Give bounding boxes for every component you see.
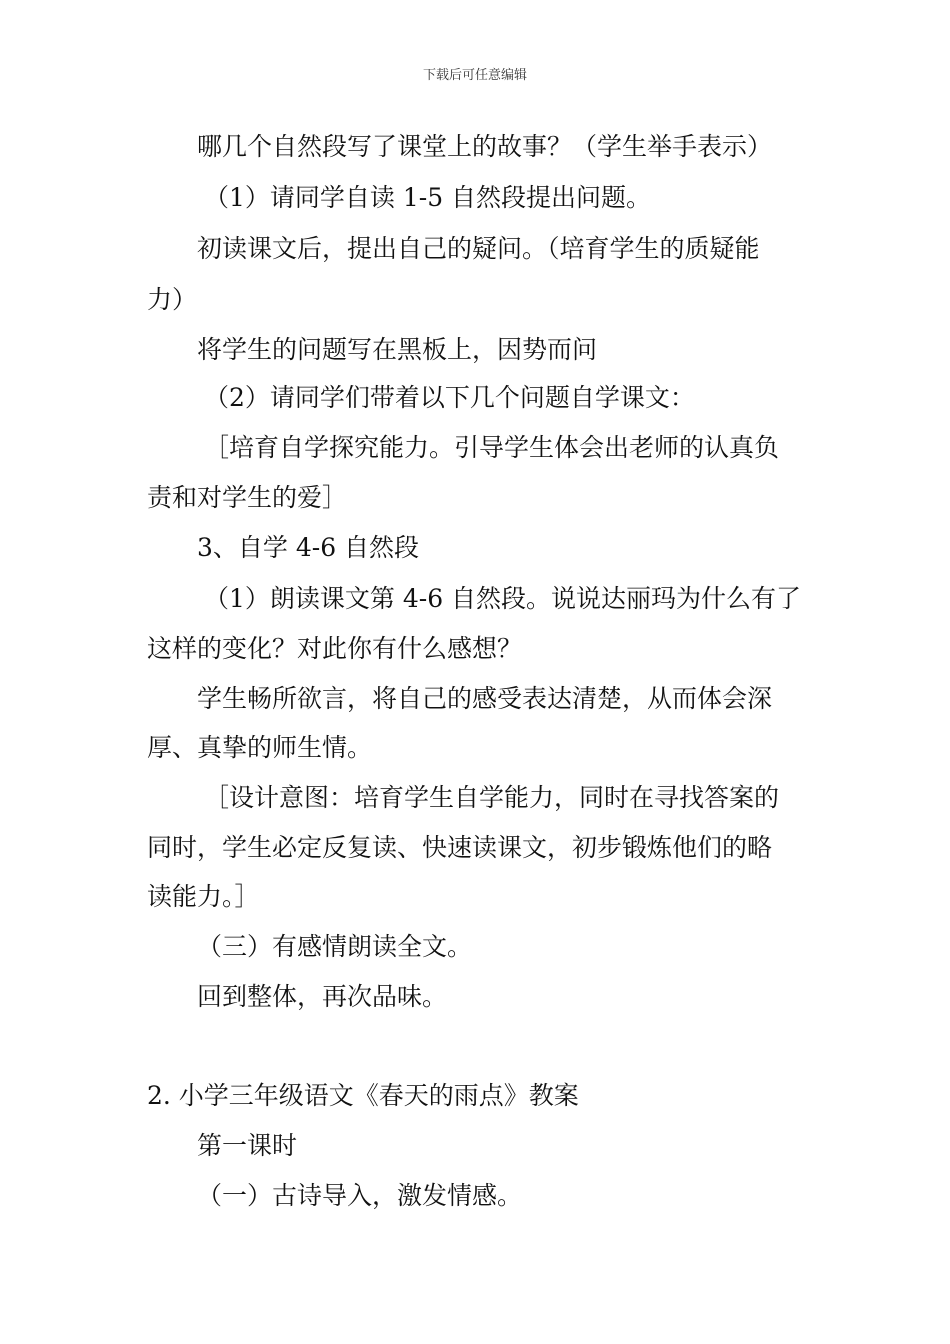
paragraph-line: （一）古诗导入，激发情感。 [197, 1181, 523, 1210]
paragraph-line: 这样的变化？对此你有什么感想？ [147, 634, 523, 663]
paragraph-line: 力） [147, 285, 198, 314]
paragraph-line: 3、自学 4-6 自然段 [197, 533, 420, 562]
paragraph-line: 同时，学生必定反复读、快速读课文，初步锻炼他们的略 [147, 833, 773, 862]
section-title: 2. 小学三年级语文《春天的雨点》教案 [147, 1081, 579, 1110]
paragraph-line: 读能力。］ [147, 882, 260, 911]
paragraph-line: （1）朗读课文第 4-6 自然段。说说达丽玛为什么有了 [204, 584, 802, 613]
paragraph-line: 学生畅所欲言，将自己的感受表达清楚，从而体会深 [197, 684, 773, 713]
paragraph-line: 将学生的问题写在黑板上，因势而问 [197, 335, 598, 364]
paragraph-line: ［设计意图：培育学生自学能力，同时在寻找答案的 [204, 783, 780, 812]
paragraph-line: 回到整体，再次品味。 [197, 982, 448, 1011]
paragraph-line: 哪几个自然段写了课堂上的故事？（学生举手表示） [197, 132, 773, 161]
paragraph-line: 厚、真挚的师生情。 [147, 733, 373, 762]
page-header: 下载后可任意编辑 [422, 68, 527, 83]
paragraph-line: ［培育自学探究能力。引导学生体会出老师的认真负 [204, 433, 780, 462]
paragraph-line: 初读课文后，提出自己的疑问。（培育学生的质疑能 [197, 234, 760, 263]
paragraph-line: （三）有感情朗读全文。 [197, 932, 473, 961]
paragraph-line: （1）请同学自读 1-5 自然段提出问题。 [204, 183, 652, 212]
paragraph-line: 第一课时 [197, 1131, 298, 1160]
paragraph-line: 责和对学生的爱］ [147, 483, 348, 512]
paragraph-line: （2）请同学们带着以下几个问题自学课文： [204, 383, 695, 412]
